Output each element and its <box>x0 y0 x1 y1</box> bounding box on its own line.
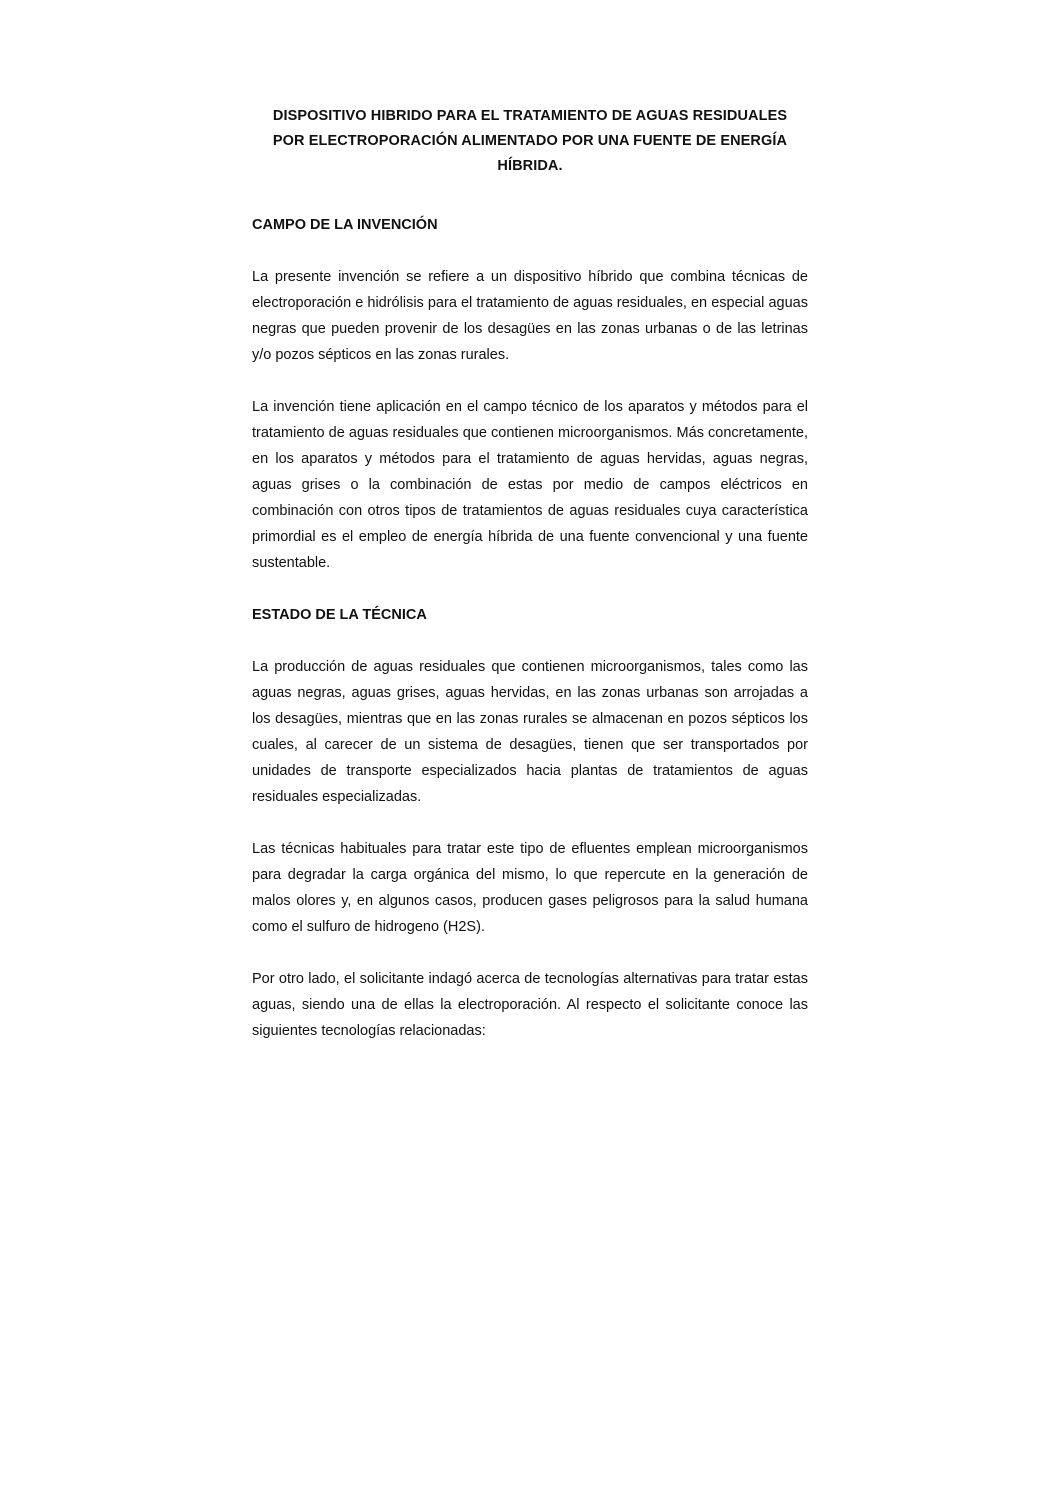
section-heading-estado: ESTADO DE LA TÉCNICA <box>252 607 427 623</box>
paragraph: La invención tiene aplicación en el campo técnico de los aparatos y métodos para el tratamiento de aguas residuales que contienen microorganismos. Más concretamente, en los aparatos y métodos para el tratamiento de aguas hervidas, aguas negras, aguas grises o la combinación de estas por medio de campos eléctricos en combinación con otros tipos de tratamientos de aguas residuales cuya característica primordial es el empleo de energía híbrida de una fuente convencional y una fuente sustentable. <box>252 399 808 571</box>
paragraph: Las técnicas habituales para tratar este tipo de efluentes emplean microorganismos para degradar la carga orgánica del mismo, lo que repercute en la generación de malos olores y, en algunos casos, producen gases peligrosos para la salud humana como el sulfuro de hidrogeno (H2S). <box>252 841 808 935</box>
document-body <box>252 104 808 1044</box>
title-line: DISPOSITIVO HIBRIDO PARA EL TRATAMIENTO DE AGUAS RESIDUALES <box>272 108 788 124</box>
paragraph: La presente invención se refiere a un dispositivo híbrido que combina técnicas de electroporación e hidrólisis para el tratamiento de aguas residuales, en especial aguas negras que pueden provenir de los desagües en las zonas urbanas o de las letrinas y/o pozos sépticos en las zonas rurales. <box>252 269 808 363</box>
paragraph: La producción de aguas residuales que contienen microorganismos, tales como las aguas negras, aguas grises, aguas hervidas, en las zonas urbanas son arrojadas a los desagües, mientras que en las zonas rurales se almacenan en pozos sépticos los cuales, al carecer de un sistema de desagües, tienen que ser transportados por unidades de transporte especializados hacia plantas de tratamientos de aguas residuales especializadas. <box>252 659 808 805</box>
title-line: POR ELECTROPORACIÓN ALIMENTADO POR UNA FUENTE DE ENERGÍA <box>272 133 788 149</box>
document-title <box>252 104 808 179</box>
paragraph: Por otro lado, el solicitante indagó acerca de tecnologías alternativas para tratar estas aguas, siendo una de ellas la electroporación. Al respecto el solicitante conoce las siguientes tecnologías relacionadas: <box>252 971 808 1039</box>
title-line: HÍBRIDA. <box>497 158 563 174</box>
section-heading-campo: CAMPO DE LA INVENCIÓN <box>252 217 438 233</box>
